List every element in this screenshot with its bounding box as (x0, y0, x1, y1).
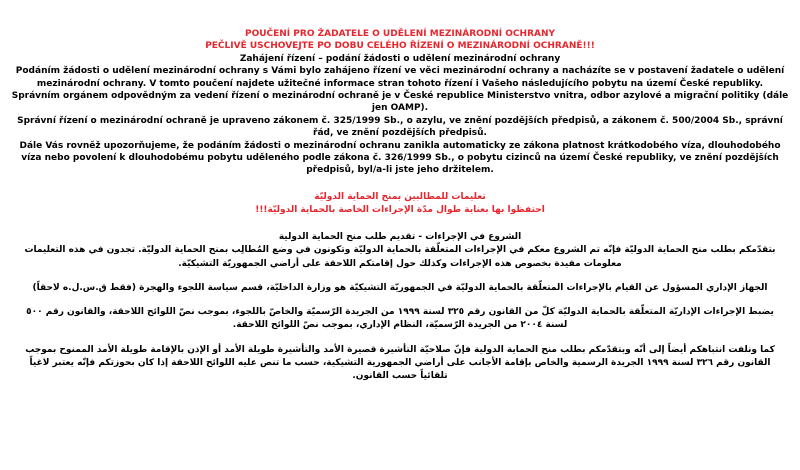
czech-subtitle: Zahájení řízení – podání žádosti o udělení mezinárodní ochrany (239, 53, 561, 64)
arabic-warning: احتفظوا بها بعناية طوال مدّة الإجراءات الخاصة بالحماية الدوليّة!!! (255, 205, 545, 216)
czech-paragraph-3: Správní řízení o mezinárodní ochraně je upraveno zákonem č. 325/1999 Sb., o azylu, ve znění pozdějších předpisů, a zákonem č. 500/2004 Sb., správní řád, ve znění pozdějších předpisů. (17, 115, 783, 139)
arabic-paragraph-2: الجهاز الإداري المسؤول عن القيام بالإجراءات المتعلّقة بالحماية الدوليّة في الجمهوريّة التشيكيّة هو وزارة الداخليّة، قسم سياسة اللجوء والهجرة (فقط ق.س.ل.ه لاحقاً) (32, 282, 768, 293)
czech-paragraph-4: Dále Vás rovněž upozorňujeme, že podáním žádosti o mezinárodní ochranu zanikla automaticky ze zákona platnost krátkodobého víza, dlouhodobého víza nebo povolení k dlouhodobému pobytu uděleného podle zákona č. 326/1999 Sb., o pobytu cizinců na území České republiky, ve znění pozdějších předpisů, byl/a-li jste jeho držitelem. (19, 140, 781, 176)
czech-paragraph-2: Správním orgánem odpovědným za vedení řízení o mezinárodní ochraně je v České republice Ministerstvo vnitra, odbor azylové a migrační politiky (dále jen OAMP). (11, 91, 789, 114)
czech-section (0, 28, 800, 177)
arabic-section (0, 191, 800, 383)
arabic-subtitle: الشروع في الإجراءات - تقديم طلب منح الحماية الدولية (278, 232, 522, 243)
arabic-paragraph-4: كما ونلفت انتباهكم أيضاً إلى أنّه وبتقدّمكم بطلب منح الحماية الدولية فإنّ صلاحيّة التأشيرة قصيرة الأمد والتأشيرة طويلة الأمد أو الإذن بالإقامة طويلة الأمد الممنوح بموجب القانون رقم ٣٢٦ لسنة ١٩٩٩ الجريدة الرسمية والخاص بإقامة الأجانب على أراضي الجمهورية التشيكية، حسب ما تنص عليه اللوائح اللاحقة إذا كان بحوزتكم فإنّه يعتبر لاغياً تلقائياً حسب القانون. (25, 344, 775, 381)
czech-warning: PEČLIVĚ USCHOVEJTE PO DOBU CELÉHO ŘÍZENÍ O MEZINÁRODNÍ OCHRANĚ!!! (205, 41, 595, 52)
arabic-title: تعليمات للمطالبين بمنح الحماية الدوليّة (314, 191, 486, 202)
arabic-paragraph-1: بتقدّمكم بطلب منح الحماية الدوليّة فإنّه تم الشروع معكم في الإجراءات المتعلّقة بالحماية الدوليّة وتكونون في وضع المُطالِب بمنح الحماية الدوليّة. تجدون في هذه التعليمات معلومات مفيدة بخصوص هذه الإجراءات وكذلك حول إقامتكم اللاحقة على أراضي الجمهوريّة التشيكيّة. (24, 245, 776, 269)
arabic-paragraph-3: يضبط الإجراءات الإداريّة المتعلّقة بالحماية الدوليّة كلّ من القانون رقم ٣٢٥ لسنة ١٩٩٩ من الجريدة الرّسميّة والخاصّ باللجوء، بموجب نصّ اللوائح اللاحقة، والقانون رقم ٥٠٠ لسنة ٢٠٠٤ من الجريدة الرّسميّة، النظام الإداري، بموجب نصّ اللوائح اللاحقة. (26, 307, 774, 331)
czech-paragraph-1: Podáním žádosti o udělení mezinárodní ochrany s Vámi bylo zahájeno řízení ve věci mezinárodní ochrany a nacházíte se v postavení žadatele o udělení mezinárodní ochrany. V tomto poučení najdete užitečné informace stran tohoto řízení i Vašeho následujícího pobytu na území České republiky. (15, 66, 785, 89)
czech-title: POUČENÍ PRO ŽADATELE O UDĚLENÍ MEZINÁRODNÍ OCHRANY (244, 29, 556, 39)
section-spacer (0, 177, 800, 191)
